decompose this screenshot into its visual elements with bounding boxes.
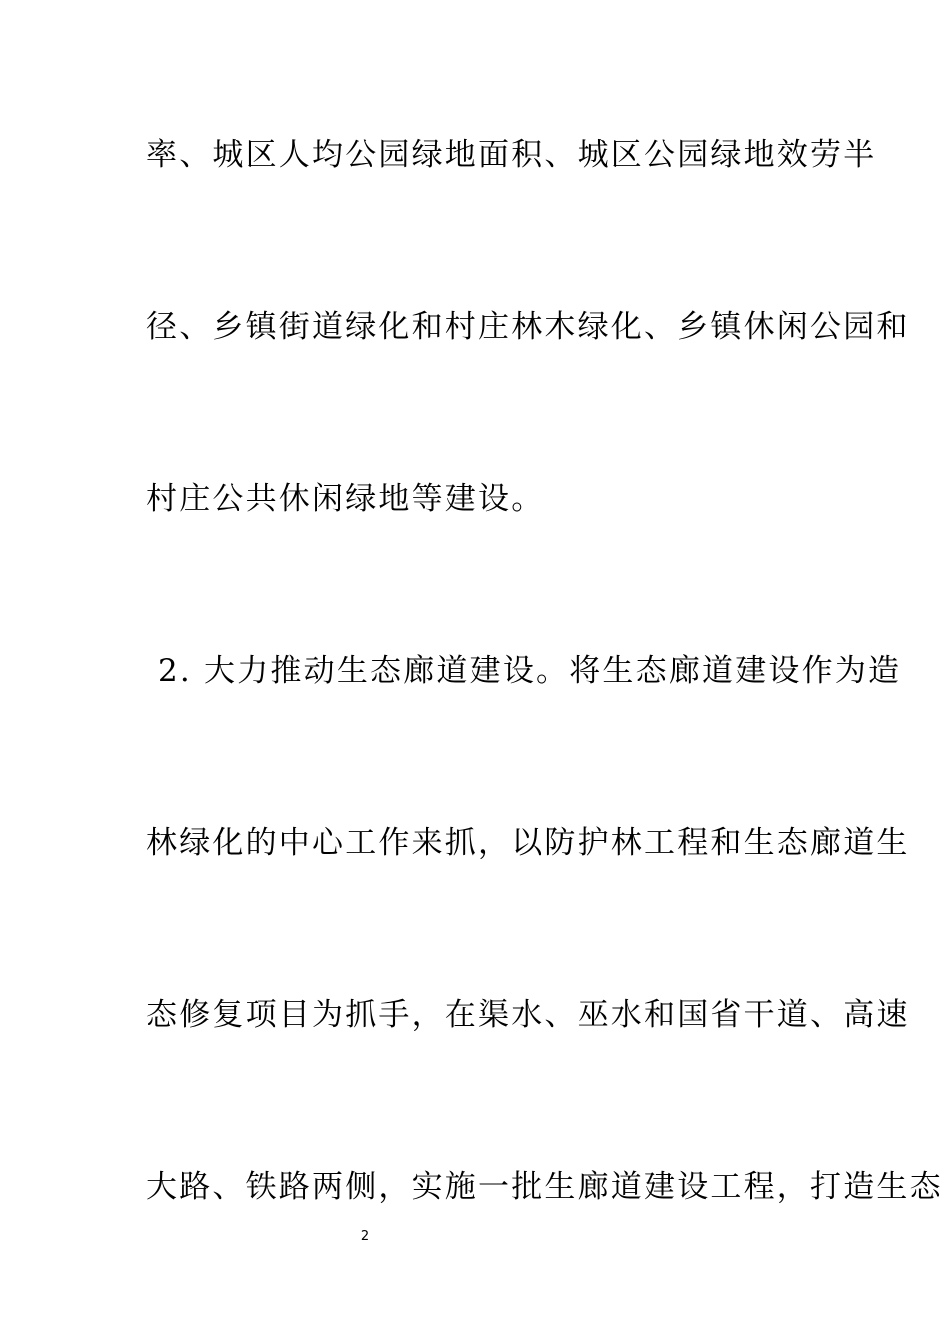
text-line-7: 大路、铁路两侧，实施一批生廊道建设工程，打造生态 <box>146 1169 943 1205</box>
text-line-4-section-heading: 2. 大力推动生态廊道建设。将生态廊道建设作为造 <box>158 653 902 689</box>
text-line-2: 径、乡镇街道绿化和村庄林木绿化、乡镇休闲公园和 <box>146 309 910 345</box>
text-line-3: 村庄公共休闲绿地等建设。 <box>146 481 545 517</box>
text-line-5: 林绿化的中心工作来抓，以防护林工程和生态廊道生 <box>146 825 910 861</box>
text-line-1: 率、城区人均公园绿地面积、城区公园绿地效劳半 <box>146 137 877 173</box>
page-number: 2 <box>360 1229 370 1244</box>
text-line-6: 态修复项目为抓手，在渠水、巫水和国省干道、高速 <box>146 997 910 1033</box>
